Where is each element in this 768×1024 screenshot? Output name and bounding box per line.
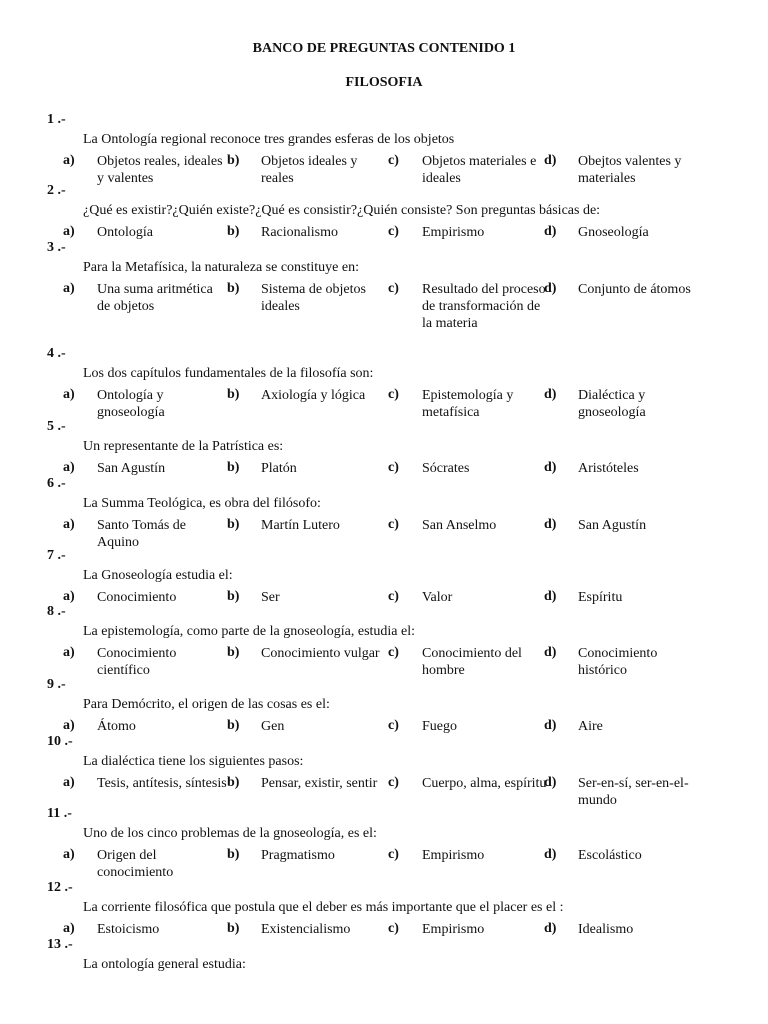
question-text: La Gnoseología estudia el: <box>83 568 233 583</box>
option-text: Aristóteles <box>578 461 639 476</box>
option-letter: c) <box>388 224 399 239</box>
question-number: 7 .- <box>47 548 66 563</box>
option-letter: c) <box>388 718 399 733</box>
option-text: Una suma aritmética de objetos <box>97 282 213 314</box>
option-text: Objetos ideales y reales <box>261 154 358 186</box>
option-text: Ser-en-sí, ser-en-el-mundo <box>578 776 689 808</box>
question-text: La ontología general estudia: <box>83 957 246 972</box>
option-text: Conjunto de átomos <box>578 282 691 297</box>
option-letter: c) <box>388 153 399 168</box>
option-letter: b) <box>227 281 240 296</box>
option-letter: c) <box>388 387 399 402</box>
option-letter: a) <box>63 589 75 604</box>
option-text: Empirismo <box>422 848 485 863</box>
option-text: Átomo <box>97 719 136 734</box>
document-title: BANCO DE PREGUNTAS CONTENIDO 1 <box>252 41 516 56</box>
option-letter: a) <box>63 224 75 239</box>
option-letter: b) <box>227 645 240 660</box>
question-text: La Ontología regional reconoce tres grandes esferas de los objetos <box>83 132 455 147</box>
option-letter: a) <box>63 775 75 790</box>
option-text: Sócrates <box>422 461 470 476</box>
option-letter: a) <box>63 281 75 296</box>
option-text: Espíritu <box>578 590 623 605</box>
option-letter: a) <box>63 460 75 475</box>
option-text: Existencialismo <box>261 922 351 937</box>
question-text: Para la Metafísica, la naturaleza se constituye en: <box>83 260 359 275</box>
option-text: Pensar, existir, sentir <box>261 776 378 791</box>
option-text: Axiología y lógica <box>261 388 366 403</box>
option-text: Idealismo <box>578 922 634 937</box>
question-text: La epistemología, como parte de la gnoseología, estudia el: <box>83 624 416 639</box>
option-text: Ser <box>261 590 280 605</box>
option-text: Ontología y gnoseología <box>97 388 165 420</box>
option-text: Objetos reales, ideales y valentes <box>97 154 223 186</box>
option-text: San Agustín <box>97 461 166 476</box>
option-text: Estoicismo <box>97 922 160 937</box>
option-text: Empirismo <box>422 922 485 937</box>
question-number: 1 .- <box>47 112 66 127</box>
option-text: San Anselmo <box>422 518 497 533</box>
question-number: 8 .- <box>47 604 66 619</box>
option-letter: a) <box>63 517 75 532</box>
option-letter: c) <box>388 281 399 296</box>
option-text: Resultado del proceso de transformación de la materia <box>422 282 546 331</box>
option-text: Sistema de objetos ideales <box>261 282 366 314</box>
option-letter: d) <box>544 387 557 402</box>
option-letter: c) <box>388 921 399 936</box>
option-letter: b) <box>227 589 240 604</box>
question-number: 12 .- <box>47 880 73 895</box>
option-text: Pragmatismo <box>261 848 335 863</box>
option-text: Conocimiento del hombre <box>422 646 522 678</box>
option-text: Valor <box>422 590 453 605</box>
option-letter: b) <box>227 775 240 790</box>
question-text: La Summa Teológica, es obra del filósofo: <box>83 496 321 511</box>
option-letter: a) <box>63 645 75 660</box>
option-letter: b) <box>227 921 240 936</box>
option-text: Gnoseología <box>578 225 649 240</box>
option-letter: d) <box>544 645 557 660</box>
question-text: Uno de los cinco problemas de la gnoseología, es el: <box>83 826 377 841</box>
option-text: Platón <box>261 461 297 476</box>
option-letter: b) <box>227 153 240 168</box>
option-letter: c) <box>388 645 399 660</box>
option-letter: b) <box>227 460 240 475</box>
question-number: 2 .- <box>47 183 66 198</box>
option-letter: c) <box>388 589 399 604</box>
option-letter: b) <box>227 387 240 402</box>
option-letter: d) <box>544 517 557 532</box>
question-number: 6 .- <box>47 476 66 491</box>
option-letter: c) <box>388 775 399 790</box>
option-text: Conocimiento <box>97 590 177 605</box>
option-text: Fuego <box>422 719 457 734</box>
option-text: Gen <box>261 719 285 734</box>
question-number: 5 .- <box>47 419 66 434</box>
question-text: Los dos capítulos fundamentales de la filosofía son: <box>83 366 374 381</box>
option-text: Empirismo <box>422 225 485 240</box>
question-number: 4 .- <box>47 346 66 361</box>
option-letter: d) <box>544 460 557 475</box>
question-text: La corriente filosófica que postula que el deber es más importante que el placer es el : <box>83 900 564 915</box>
option-letter: a) <box>63 718 75 733</box>
option-letter: b) <box>227 718 240 733</box>
question-number: 10 .- <box>47 734 73 749</box>
option-letter: d) <box>544 718 557 733</box>
option-text: San Agustín <box>578 518 647 533</box>
document-subtitle: FILOSOFIA <box>345 75 423 90</box>
option-letter: a) <box>63 847 75 862</box>
question-text: Un representante de la Patrística es: <box>83 439 284 454</box>
option-text: Origen del conocimiento <box>97 848 174 880</box>
option-text: Martín Lutero <box>261 518 340 533</box>
question-number: 3 .- <box>47 240 66 255</box>
question-number: 11 .- <box>47 806 72 821</box>
option-letter: a) <box>63 387 75 402</box>
option-text: Aire <box>578 719 603 734</box>
option-letter: d) <box>544 775 557 790</box>
question-text: ¿Qué es existir?¿Quién existe?¿Qué es consistir?¿Quién consiste? Son preguntas básicas de: <box>83 203 601 218</box>
option-letter: d) <box>544 153 557 168</box>
option-text: Dialéctica y gnoseología <box>578 388 646 420</box>
option-text: Epistemología y metafísica <box>422 388 514 420</box>
question-text: Para Demócrito, el origen de las cosas es el: <box>83 697 330 712</box>
option-letter: c) <box>388 517 399 532</box>
option-letter: b) <box>227 517 240 532</box>
option-text: Objetos materiales e ideales <box>422 154 537 186</box>
option-text: Escolástico <box>578 848 642 863</box>
option-letter: c) <box>388 460 399 475</box>
option-letter: d) <box>544 847 557 862</box>
option-text: Cuerpo, alma, espíritu <box>422 776 547 791</box>
option-letter: d) <box>544 281 557 296</box>
option-text: Racionalismo <box>261 225 338 240</box>
question-number: 13 .- <box>47 937 73 952</box>
option-letter: c) <box>388 847 399 862</box>
option-text: Conocimiento histórico <box>578 646 658 678</box>
option-text: Conocimiento científico <box>97 646 177 678</box>
question-number: 9 .- <box>47 677 66 692</box>
option-text: Obejtos valentes y materiales <box>578 154 682 186</box>
option-text: Santo Tomás de Aquino <box>97 518 186 550</box>
question-text: La dialéctica tiene los siguientes pasos: <box>83 754 304 769</box>
option-text: Tesis, antítesis, síntesis <box>97 776 227 791</box>
option-letter: a) <box>63 153 75 168</box>
option-letter: b) <box>227 224 240 239</box>
option-text: Ontología <box>97 225 153 240</box>
option-letter: d) <box>544 224 557 239</box>
option-letter: d) <box>544 921 557 936</box>
option-text: Conocimiento vulgar <box>261 646 380 661</box>
option-letter: a) <box>63 921 75 936</box>
option-letter: d) <box>544 589 557 604</box>
option-letter: b) <box>227 847 240 862</box>
